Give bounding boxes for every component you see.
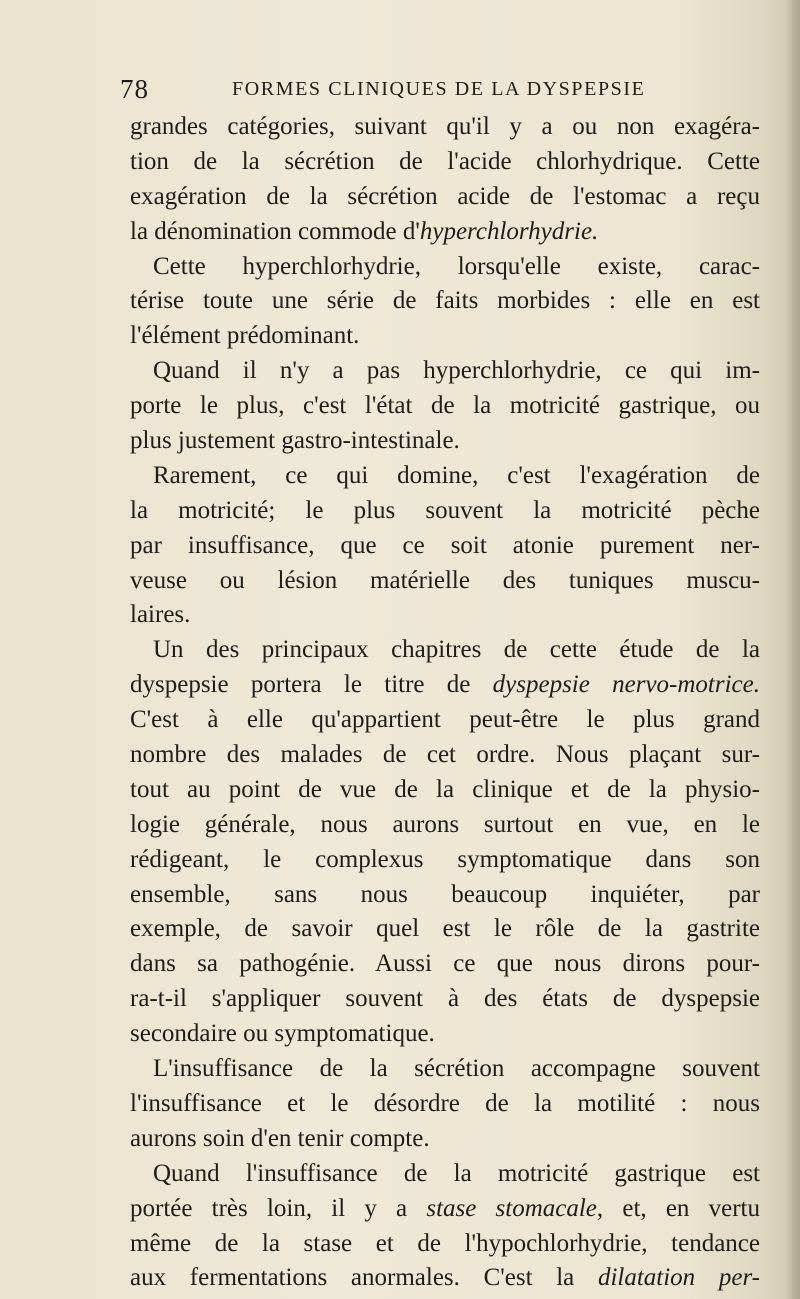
text-line: secondaire ou symptomatique. (130, 1020, 435, 1048)
text-line: aux fermentations anormales. C'est la dilatation per- (130, 1264, 760, 1292)
text-line: même de la stase et de l'hypochlorhydrie, tendance (130, 1229, 760, 1257)
text-line: logie générale, nous aurons surtout en vue, en le (130, 810, 760, 838)
text-line: Quand il n'y a pas hyperchlorhydrie, ce qui im- (153, 357, 760, 385)
text-line: grandes catégories, suivant qu'il y a ou non exagéra- (130, 113, 760, 140)
text-line: l'insuffisance et le désordre de la motilité : nous (130, 1089, 760, 1117)
text-line: dyspepsie portera le titre de dyspepsie nervo-motrice. (130, 671, 760, 699)
text-line: la motricité; le plus souvent la motricité pèche (130, 496, 760, 524)
italic-term: dilatation per- (597, 1264, 760, 1292)
text-line: ensemble, sans nous beaucoup inquiéter, par (130, 880, 760, 908)
page-edge-shadow (786, 0, 800, 1299)
text-line: rédigeant, le complexus symptomatique dans son (130, 845, 760, 873)
text-line: Cette hyperchlorhydrie, lorsqu'elle existe, carac- (153, 252, 760, 280)
text-line: veuse ou lésion matérielle des tuniques muscu- (130, 566, 760, 594)
text-line: l'élément prédominant. (130, 322, 360, 350)
text-line: L'insuffisance de la sécrétion accompagne souvent (153, 1055, 760, 1083)
text-line: aurons soin d'en tenir compte. (130, 1124, 430, 1152)
body-text (130, 110, 760, 1296)
italic-term: hyperchlorhydrie. (419, 217, 599, 245)
text-line: porte le plus, c'est l'état de la motricité gastrique, ou (130, 392, 760, 420)
text-line: Un des principaux chapitres de cette étude de la (153, 636, 760, 664)
text-line: plus justement gastro-intestinale. (130, 427, 460, 455)
text-line: ra-t-il s'appliquer souvent à des états de dyspepsie (130, 985, 760, 1013)
text-line: exemple, de savoir quel est le rôle de la gastrite (130, 915, 760, 943)
text-line: C'est à elle qu'appartient peut-être le plus grand (130, 706, 760, 734)
running-head (120, 74, 760, 108)
text-line: tion de la sécrétion de l'acide chlorhydrique. Cette (130, 147, 760, 175)
italic-term: dyspepsie nervo-motrice. (492, 671, 760, 699)
page-number: 78 (120, 74, 149, 104)
text-line: Rarement, ce qui domine, c'est l'exagération de (153, 461, 760, 489)
text-line: térise toute une série de faits morbides : elle en est (130, 287, 760, 315)
text-line: par insuffisance, que ce soit atonie purement ner- (130, 531, 760, 559)
italic-term: stase stomacale (426, 1194, 597, 1222)
text-line: la dénomination commode d'hyperchlorhydrie. (130, 217, 599, 245)
text-line: portée très loin, il y a stase stomacale, et, en vertu (130, 1194, 760, 1222)
running-title: FORMES CLINIQUES DE LA DYSPEPSIE (232, 78, 646, 100)
text-line: tout au point de vue de la clinique et de la physio- (130, 775, 760, 803)
text-line: exagération de la sécrétion acide de l'estomac a reçu (130, 182, 760, 210)
text-line: Quand l'insuffisance de la motricité gastrique est (153, 1159, 760, 1187)
text-line: nombre des malades de cet ordre. Nous plaçant sur- (130, 741, 760, 769)
text-line: dans sa pathogénie. Aussi ce que nous dirons pour- (130, 950, 760, 978)
text-line: laires. (130, 601, 191, 629)
